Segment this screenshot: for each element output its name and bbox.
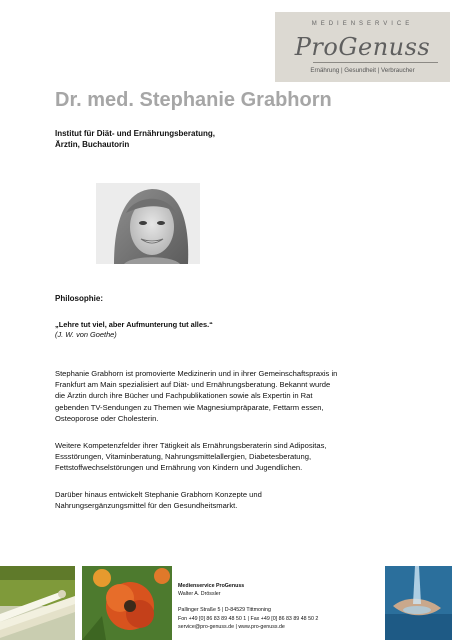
progenuss-logo — [275, 12, 450, 82]
institution — [55, 128, 215, 150]
logo-divider — [313, 62, 438, 63]
philosophy-heading: Philosophie: — [55, 294, 103, 303]
footer-contact — [178, 582, 318, 631]
footer-image-asparagus — [0, 566, 75, 640]
institution-line-1: Institut für Diät- und Ernährungsberatung, — [55, 129, 215, 138]
text-line: Weitere Kompetenzfelder ihrer Tätigkeit als Ernährungsberaterin sind Adipositas, — [55, 441, 327, 450]
bio-paragraph-2 — [55, 440, 410, 474]
text-line: Nahrungsergänzungsmittel für den Gesundheitsmarkt. — [55, 501, 238, 511]
text-line: Fettstoffwechselstörungen und Ernährung von Kindern und Jugendlichen. — [55, 463, 303, 473]
logo-subtitle: Ernährung | Gesundheit | Verbraucher — [310, 67, 415, 74]
text-line: die Ärztin durch ihre Bücher und Fachpublikationen sowie als Expertin in Rat — [55, 391, 313, 401]
text-line: Darüber hinaus entwickelt Stephanie Grabhorn Konzepte und — [55, 490, 262, 499]
institution-line-2: Ärztin, Buchautorin — [55, 140, 130, 149]
bio-paragraph-1 — [55, 368, 410, 424]
footer-spacer — [178, 598, 318, 606]
footer-company: Medienservice ProGenuss — [178, 583, 245, 589]
footer-image-water-hands — [385, 566, 452, 640]
text-line: Stephanie Grabhorn ist promovierte Medizinerin und in ihrer Gemeinschaftspraxis in — [55, 369, 338, 378]
footer-phone: Fon +49 [0] 86 83 89 48 50 1 | Fax +49 [0] 86 83 89 48 50 2 — [178, 615, 319, 622]
text-line: Osteoporose oder Cholesterin. — [55, 413, 159, 423]
text-line: Essstörungen, Vitaminberatung, Nahrungsmittelallergien, Diabetesberatung, — [55, 452, 312, 462]
philosophy-quote: „Lehre tut viel, aber Aufmunterung tut alles.“ — [55, 320, 213, 329]
footer-image-poppy — [82, 566, 172, 640]
bio-paragraph-3 — [55, 489, 410, 511]
quote-source: (J. W. von Goethe) — [55, 330, 117, 339]
text-line: Frankfurt am Main spezialisiert auf Diät- und Ernährungsberatung. Bekannt wurde — [55, 380, 331, 390]
portrait-photo — [96, 183, 200, 264]
text-line: gebenden TV-Sendungen zu Themen wie Magnesiumpräparate, Fettarm essen, — [55, 402, 324, 412]
footer-address: Pallinger Straße 5 | D-84529 Tittmoning — [178, 607, 271, 614]
footer-email-web[interactable]: service@pro-genuss.de | www.pro-genuss.de — [178, 623, 285, 630]
logo-wordmark: ProGenuss — [294, 33, 431, 61]
page-title: Dr. med. Stephanie Grabhorn — [55, 89, 332, 111]
logo-tagline-top: MEDIENSERVICE — [311, 21, 414, 27]
footer-person: Walter A. Drössler — [178, 591, 221, 598]
